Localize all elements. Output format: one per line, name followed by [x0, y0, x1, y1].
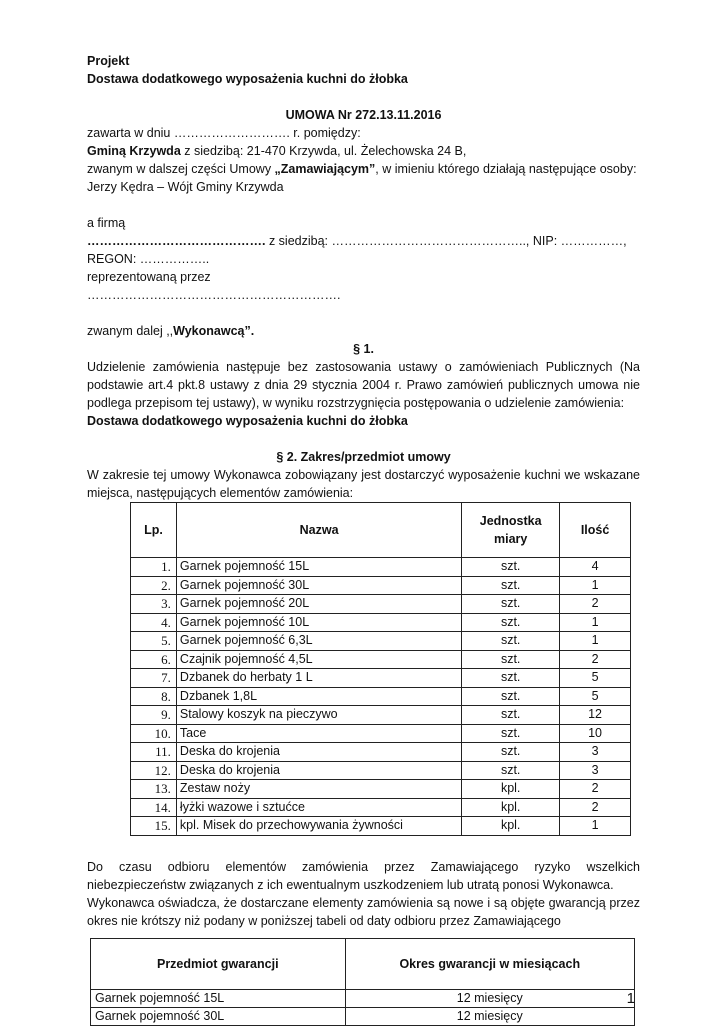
item-quantity: 1: [560, 613, 631, 632]
item-unit: szt.: [462, 743, 560, 762]
represented-line: reprezentowaną przez: [87, 270, 211, 284]
contractor-line: [87, 322, 640, 340]
table-row: [91, 989, 635, 1007]
col-warranty-period: Okres gwarancji w miesiącach: [345, 938, 634, 989]
item-name: Tace: [176, 724, 461, 743]
item-unit: szt.: [462, 613, 560, 632]
item-unit: kpl.: [462, 817, 560, 836]
party1-line: [87, 142, 640, 160]
item-name: Deska do krojenia: [176, 743, 461, 762]
row-number: 2.: [131, 576, 177, 595]
item-unit: kpl.: [462, 780, 560, 799]
project-label: Projekt: [87, 54, 130, 68]
item-name: Garnek pojemność 10L: [176, 613, 461, 632]
risk-text: Do czasu odbioru elementów zamówienia przez Zamawiającego ryzyko wszelkich niebezpieczeństw związanych z ich ewentualnym uszkodzeniem lub utratą ponosi Wykonawca.: [87, 859, 640, 892]
item-name: Deska do krojenia: [176, 761, 461, 780]
called-ordering-party: „Zamawiającym”: [274, 162, 376, 176]
item-name: Dzbanek do herbaty 1 L: [176, 669, 461, 688]
row-number: 5.: [131, 632, 177, 651]
table-row: [131, 724, 631, 743]
items-header-row: [131, 503, 631, 558]
item-unit: szt.: [462, 669, 560, 688]
item-name: Garnek pojemność 6,3L: [176, 632, 461, 651]
table-row: [91, 1007, 635, 1025]
section2-heading: § 2. Zakres/przedmiot umowy: [276, 450, 451, 464]
item-unit: szt.: [462, 576, 560, 595]
represented-dots: …………………………………………………….: [87, 288, 341, 302]
concluded-line: zawarta w dniu ………………………. r. pomiędzy:: [87, 126, 361, 140]
table-row: [131, 706, 631, 725]
row-number: 9.: [131, 706, 177, 725]
table-row: [131, 576, 631, 595]
warranty-period: 12 miesięcy: [345, 989, 634, 1007]
item-quantity: 2: [560, 798, 631, 817]
firm-name-placeholder: …………………………………….: [87, 234, 266, 248]
row-number: 13.: [131, 780, 177, 799]
table-row: [131, 780, 631, 799]
item-unit: szt.: [462, 595, 560, 614]
table-row: [131, 632, 631, 651]
col-qty: Ilość: [560, 503, 631, 558]
warranty-table: [90, 938, 635, 1026]
warranty-statement: Wykonawca oświadcza, że dostarczane elementy zamówienia są nowe i są objęte gwarancją przez okres nie krótszy niż podany w poniższej tabeli od daty odbioru przez Zamawiającego: [87, 895, 640, 928]
item-name: Dzbanek 1,8L: [176, 687, 461, 706]
row-number: 3.: [131, 595, 177, 614]
warranty-header-row: [91, 938, 635, 989]
section1-subject: Dostawa dodatkowego wyposażenia kuchni do żłobka: [87, 414, 408, 428]
item-unit: szt.: [462, 706, 560, 725]
item-name: Garnek pojemność 15L: [176, 558, 461, 577]
item-quantity: 3: [560, 743, 631, 762]
warranty-subject: Garnek pojemność 30L: [91, 1007, 346, 1025]
item-quantity: 4: [560, 558, 631, 577]
item-unit: szt.: [462, 687, 560, 706]
page-number: 1: [626, 990, 635, 1007]
row-number: 6.: [131, 650, 177, 669]
document-page: [87, 52, 640, 1026]
table-row: [131, 687, 631, 706]
table-row: [131, 798, 631, 817]
item-quantity: 2: [560, 650, 631, 669]
row-number: 7.: [131, 669, 177, 688]
called-pre: zwanym w dalszej części Umowy: [87, 162, 275, 176]
row-number: 10.: [131, 724, 177, 743]
col-name: Nazwa: [176, 503, 461, 558]
party1-name: Gminą Krzywda: [87, 144, 181, 158]
table-row: [131, 613, 631, 632]
section1-heading: § 1.: [353, 342, 374, 356]
item-quantity: 2: [560, 595, 631, 614]
table-row: [131, 669, 631, 688]
item-name: Czajnik pojemność 4,5L: [176, 650, 461, 669]
item-quantity: 2: [560, 780, 631, 799]
called-line: [87, 160, 640, 178]
row-number: 1.: [131, 558, 177, 577]
row-number: 11.: [131, 743, 177, 762]
item-name: Garnek pojemność 30L: [176, 576, 461, 595]
col-unit: Jednostka miary: [462, 503, 560, 558]
item-unit: szt.: [462, 632, 560, 651]
item-name: kpl. Misek do przechowywania żywności: [176, 817, 461, 836]
item-name: Stalowy koszyk na pieczywo: [176, 706, 461, 725]
warranty-subject: Garnek pojemność 15L: [91, 989, 346, 1007]
row-number: 14.: [131, 798, 177, 817]
firm-details: z siedzibą: ……………………………………….., NIP: ……………, REGON: ……………..: [87, 234, 627, 266]
items-table: [130, 502, 631, 836]
table-row: [131, 650, 631, 669]
contractor-label: Wykonawcą”.: [173, 324, 255, 338]
item-name: Garnek pojemność 20L: [176, 595, 461, 614]
called-post: , w imieniu którego działają następujące osoby:: [375, 162, 637, 176]
item-unit: szt.: [462, 558, 560, 577]
row-number: 8.: [131, 687, 177, 706]
representative-person: Jerzy Kędra – Wójt Gminy Krzywda: [87, 180, 284, 194]
item-quantity: 1: [560, 632, 631, 651]
row-number: 12.: [131, 761, 177, 780]
firm-line: [87, 232, 640, 268]
col-lp: Lp.: [131, 503, 177, 558]
item-quantity: 1: [560, 576, 631, 595]
table-row: [131, 595, 631, 614]
item-name: łyżki wazowe i sztućce: [176, 798, 461, 817]
table-row: [131, 743, 631, 762]
item-quantity: 1: [560, 817, 631, 836]
item-quantity: 5: [560, 687, 631, 706]
item-quantity: 3: [560, 761, 631, 780]
item-unit: kpl.: [462, 798, 560, 817]
item-unit: szt.: [462, 724, 560, 743]
contract-title: UMOWA Nr 272.13.11.2016: [285, 108, 442, 122]
item-quantity: 10: [560, 724, 631, 743]
table-row: [131, 761, 631, 780]
table-row: [131, 558, 631, 577]
party1-address: z siedzibą: 21-470 Krzywda, ul. Żelechowska 24 B,: [180, 144, 467, 158]
section1-text: Udzielenie zamówienia następuje bez zastosowania ustawy o zamówieniach Publicznych (Na podstawie art.4 pkt.8 ustawy z dnia 29 stycznia 2004 r. Prawo zamówień publicznych umowa nie podlega przepisom tej ustawy), w wyniku rozstrzygnięcia postępowania o udzielenie zamówienia:: [87, 360, 640, 410]
item-quantity: 12: [560, 706, 631, 725]
col-warranty-subject: Przedmiot gwarancji: [91, 938, 346, 989]
warranty-period: 12 miesięcy: [345, 1007, 634, 1025]
project-title: Dostawa dodatkowego wyposażenia kuchni do żłobka: [87, 72, 408, 86]
item-name: Zestaw noży: [176, 780, 461, 799]
row-number: 15.: [131, 817, 177, 836]
firm-intro: a firmą: [87, 216, 126, 230]
item-unit: szt.: [462, 761, 560, 780]
contractor-pre: zwanym dalej ,,: [87, 324, 174, 338]
item-unit: szt.: [462, 650, 560, 669]
row-number: 4.: [131, 613, 177, 632]
item-quantity: 5: [560, 669, 631, 688]
section2-text: W zakresie tej umowy Wykonawca zobowiązany jest dostarczyć wyposażenie kuchni we wskazane miejsca, następujących elementów zamówienia:: [87, 468, 640, 500]
table-row: [131, 817, 631, 836]
